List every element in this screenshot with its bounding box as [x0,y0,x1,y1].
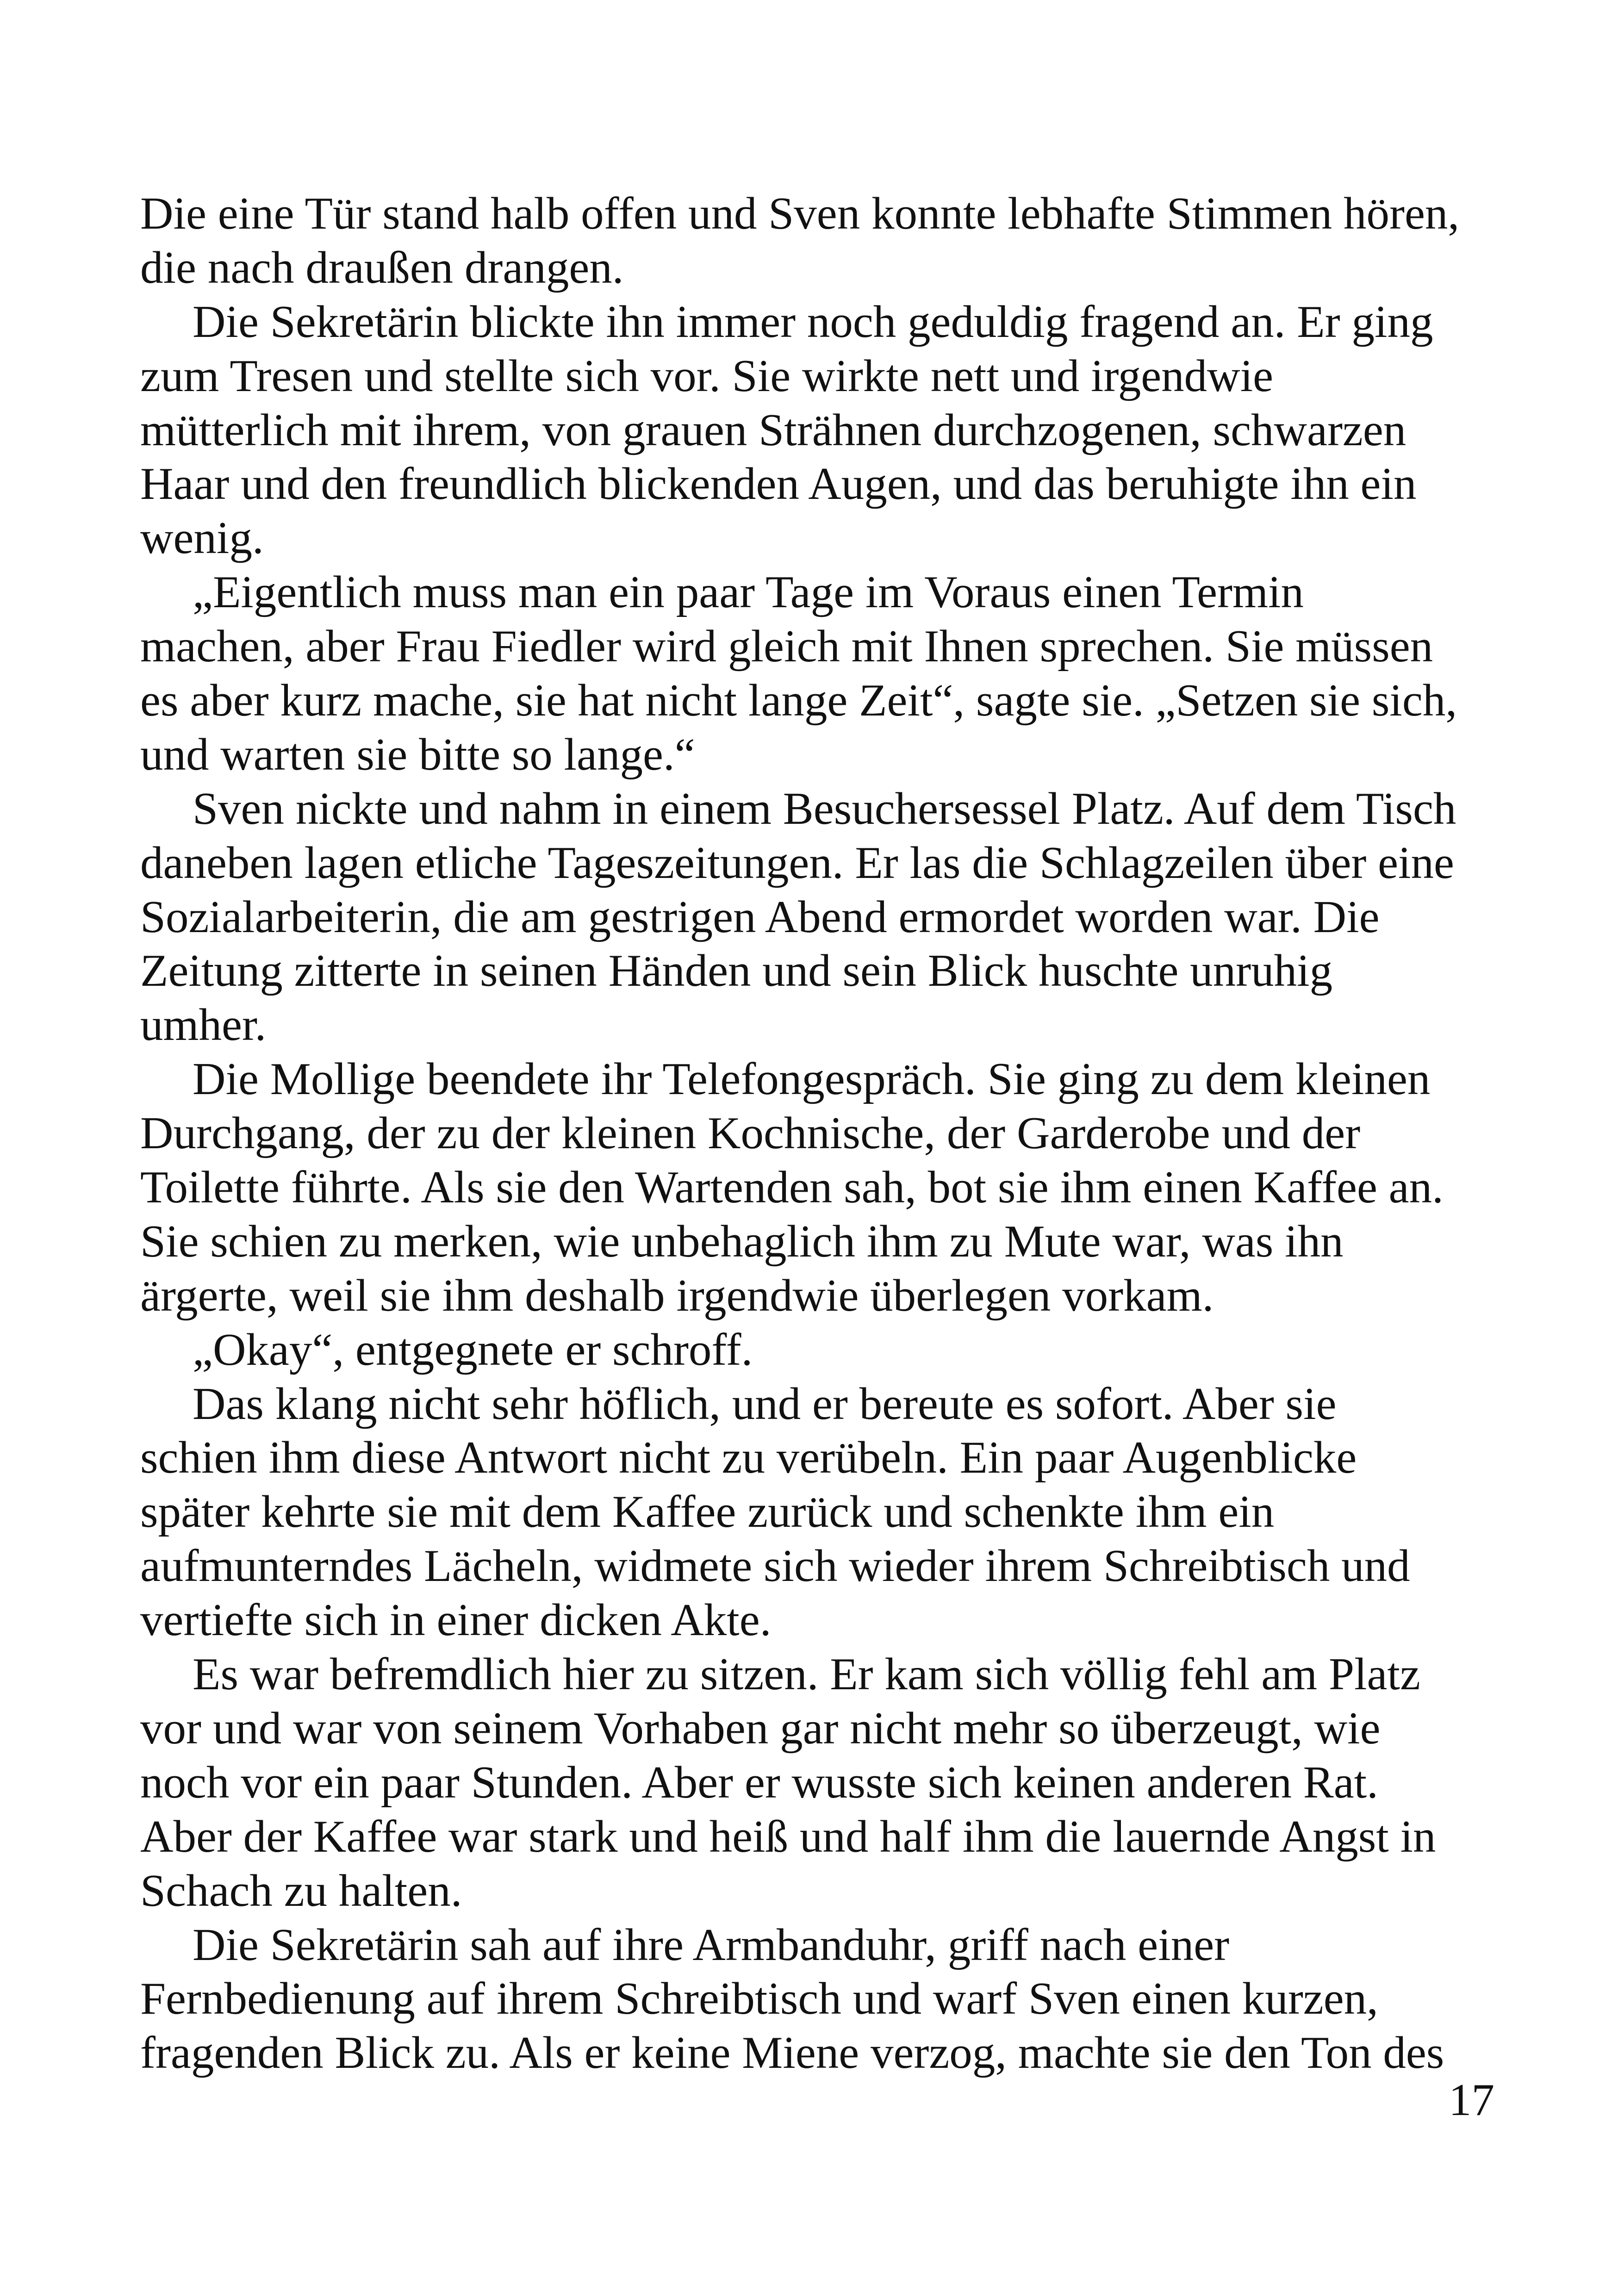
text-line: die nach draußen drangen. [140,242,624,293]
text-line: es aber kurz mache, sie hat nicht lange Zeit“, sagte sie. „Setzen sie sich, [140,675,1457,726]
text-line: vor und war von seinem Vorhaben gar nicht mehr so überzeugt, wie [140,1703,1381,1754]
text-line: Fernbedienung auf ihrem Schreibtisch und warf Sven einen kurzen, [140,1973,1378,2024]
text-line: umher. [140,1000,267,1051]
text-line: fragenden Blick zu. Als er keine Miene verzog, machte sie den Ton des [140,2028,1444,2078]
text-line: Durchgang, der zu der kleinen Kochnische, der Garderobe und der [140,1108,1361,1159]
text-line: Die eine Tür stand halb offen und Sven konnte lebhafte Stimmen hören, [140,188,1460,239]
text-line: Das klang nicht sehr höflich, und er bereute es sofort. Aber sie [193,1378,1337,1429]
text-line: „Okay“, entgegnete er schroff. [193,1324,753,1375]
text-line: Die Sekretärin blickte ihn immer noch geduldig fragend an. Er ging [193,296,1433,347]
text-line: noch vor ein paar Stunden. Aber er wusste sich keinen anderen Rat. [140,1757,1378,1808]
text-line: schien ihm diese Antwort nicht zu verübeln. Ein paar Augenblicke [140,1432,1357,1483]
page-number: 17 [1449,2075,1494,2125]
text-line: Es war befremdlich hier zu sitzen. Er kam sich völlig fehl am Platz [193,1649,1420,1700]
text-line: vertiefte sich in einer dicken Akte. [140,1595,772,1646]
text-line: Aber der Kaffee war stark und heiß und half ihm die lauernde Angst in [140,1811,1436,1862]
text-line: „Eigentlich muss man ein paar Tage im Voraus einen Termin [193,567,1304,618]
text-line: Sozialarbeiterin, die am gestrigen Abend ermordet worden war. Die [140,891,1380,942]
text-line: und warten sie bitte so lange.“ [140,729,695,780]
body-text [140,187,1482,2080]
text-line: Toilette führte. Als sie den Wartenden sah, bot sie ihm einen Kaffee an. [140,1162,1444,1213]
text-line: später kehrte sie mit dem Kaffee zurück und schenkte ihm ein [140,1487,1275,1537]
text-line: aufmunterndes Lächeln, widmete sich wieder ihrem Schreibtisch und [140,1541,1410,1592]
text-line: ärgerte, weil sie ihm deshalb irgendwie überlegen vorkam. [140,1270,1214,1321]
text-line: Zeitung zitterte in seinen Händen und sein Blick huschte unruhig [140,946,1333,996]
text-line: zum Tresen und stellte sich vor. Sie wirkte nett und irgendwie [140,350,1274,401]
text-line: machen, aber Frau Fiedler wird gleich mit Ihnen sprechen. Sie müssen [140,621,1433,672]
text-line: mütterlich mit ihrem, von grauen Strähnen durchzogenen, schwarzen [140,404,1406,455]
text-line: Schach zu halten. [140,1865,462,1916]
text-line: Sie schien zu merken, wie unbehaglich ihm zu Mute war, was ihn [140,1216,1344,1267]
text-line: Sven nickte und nahm in einem Besuchersessel Platz. Auf dem Tisch [193,783,1456,834]
text-line: wenig. [140,513,264,564]
text-line: Die Mollige beendete ihr Telefongespräch. Sie ging zu dem kleinen [193,1054,1431,1105]
text-line: Haar und den freundlich blickenden Augen, und das beruhigte ihn ein [140,459,1417,510]
text-line: Die Sekretärin sah auf ihre Armbanduhr, griff nach einer [193,1919,1230,1970]
text-line: daneben lagen etliche Tageszeitungen. Er las die Schlagzeilen über eine [140,837,1454,888]
